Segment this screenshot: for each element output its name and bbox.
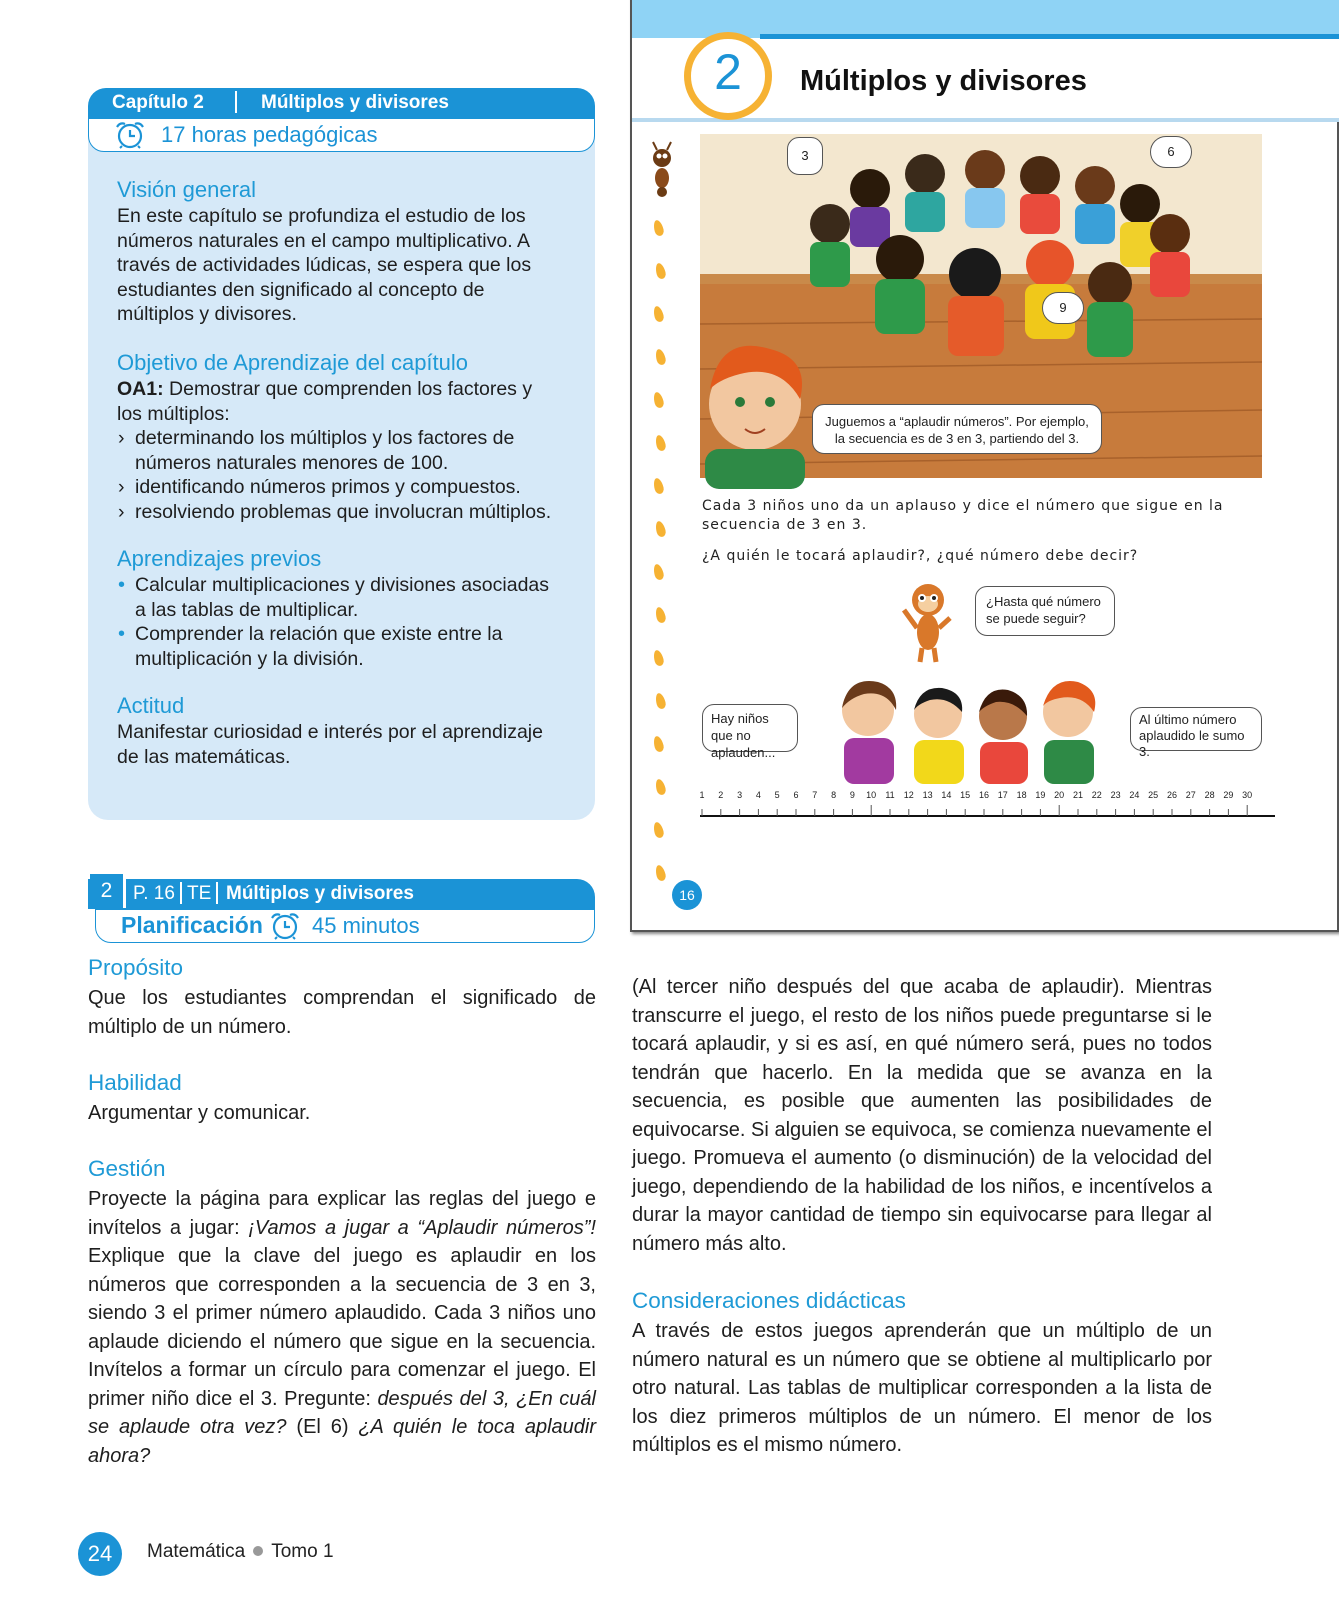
number-line-label: 3 [737, 790, 743, 800]
header-divider [216, 882, 218, 904]
leaf-icon [652, 563, 665, 581]
previos-list [117, 573, 557, 671]
list-item: › determinando los múltiplos y los factores de números naturales menores de 100. [118, 427, 515, 474]
leaf-icon [652, 305, 665, 323]
gestion-text-col1 [88, 1185, 596, 1467]
previos-title: Aprendizajes previos [117, 546, 322, 571]
number-line-label: 5 [774, 790, 780, 800]
objetivo-list [117, 426, 557, 524]
alarm-clock-icon [268, 912, 302, 940]
consideraciones-text [632, 1317, 1212, 1460]
hours-text: 17 horas pedagógicas [161, 122, 378, 147]
number-line-label: 25 [1148, 790, 1159, 800]
objetivo-intro [117, 377, 557, 426]
textbook-page-number: 16 [672, 880, 702, 910]
number-line-label: 9 [849, 790, 855, 800]
footer-volume: Tomo 1 [271, 1541, 334, 1562]
habilidad-paragraph: Argumentar y comunicar. [88, 1102, 311, 1124]
page-number: 24 [78, 1532, 122, 1576]
leaf-icon [654, 348, 667, 366]
habilidad-text [88, 1099, 596, 1128]
alarm-clock-icon [113, 121, 147, 149]
consideraciones-title: Consideraciones didácticas [632, 1288, 906, 1313]
number-line-label: 13 [922, 790, 933, 800]
footer-subject: Matemática [147, 1541, 246, 1562]
chapter-title: Múltiplos y divisores [261, 92, 449, 113]
consideraciones-paragraph: A través de estos juegos aprenderán que un múltiplo de un número natural es un número que se obtiene al multiplicarlo por otro natural. Las tablas de multiplicar corresponden a la lista de los diez primeros múltiplos de un número. El menor de los múltiplos es el mismo número. [632, 1320, 1212, 1456]
leaf-icon [652, 821, 665, 839]
planificacion-title: Múltiplos y divisores [226, 883, 414, 904]
number-line-label: 16 [978, 790, 989, 800]
gestion-text-col2 [632, 973, 1212, 1258]
leaf-icon [652, 477, 665, 495]
number-line-label: 29 [1223, 790, 1234, 800]
lesson-number: 2 [90, 874, 126, 908]
number-line-label: 27 [1185, 790, 1196, 800]
number-line-label: 1 [699, 790, 705, 800]
speech-bubble-rule: Juguemos a “aplaudir números”. Por ejemplo, la secuencia es de 3 en 3, partiendo del 3. [812, 404, 1102, 454]
vision-paragraph: En este capítulo se profundiza el estudio de los números naturales en el campo multiplicativo. A través de actividades lúdicas, se espera que los estudiantes den significado al concepto de múltiplos y divisores. [117, 205, 532, 325]
planificacion-time: 45 minutos [312, 913, 420, 938]
number-line-label: 10 [866, 790, 877, 800]
planificacion-header [88, 879, 595, 909]
leaf-icon [654, 692, 667, 710]
header-divider [180, 882, 182, 904]
chapter-header [88, 88, 595, 118]
classroom-illustration [700, 134, 1262, 478]
list-item: • Calcular multiplicaciones y divisiones asociadas a las tablas de multiplicar. [118, 574, 550, 621]
speech-bubble-nine: 9 [1042, 292, 1084, 324]
number-line-label: 4 [755, 790, 761, 800]
speech-bubble-three: 3 [787, 137, 823, 175]
leaf-icon [652, 735, 665, 753]
speech-bubble-six: 6 [1150, 136, 1192, 168]
speech-bubble-last: Al último número aplaudido le sumo 3. [1130, 707, 1262, 751]
number-line-label: 24 [1129, 790, 1140, 800]
vision-title: Visión general [117, 177, 257, 202]
number-line-label: 22 [1091, 790, 1102, 800]
number-line-label: 7 [812, 790, 818, 800]
textbook-instruction: Cada 3 niños uno da un aplauso y dice el número que sigue en la secuencia de 3 en 3. [702, 498, 1224, 533]
objetivo-text [117, 377, 557, 524]
list-item: › resolviendo problemas que involucran múltiplos. [118, 500, 552, 523]
actitud-title: Actitud [117, 693, 185, 718]
habilidad-title: Habilidad [88, 1070, 182, 1095]
children-row-image [838, 668, 1128, 784]
monkey-icon [900, 580, 956, 664]
chapter-number: 2 [714, 44, 742, 100]
list-item: • Comprender la relación que existe entre la multiplicación y la división. [118, 623, 503, 670]
hours-row [88, 118, 595, 152]
chapter-label: Capítulo 2 [112, 92, 204, 113]
proposito-paragraph: Que los estudiantes comprendan el significado de múltiplo de un número. [88, 987, 596, 1038]
planificacion-label: Planificación [121, 912, 263, 938]
leaf-icon [654, 520, 667, 538]
number-line-labels [700, 790, 1280, 802]
leaf-icon [652, 391, 665, 409]
leaf-icon [654, 864, 667, 882]
leaf-icon [654, 434, 667, 452]
number-line-label: 15 [960, 790, 971, 800]
number-line-label: 12 [903, 790, 914, 800]
te-label: TE [187, 883, 212, 904]
number-line-label: 8 [831, 790, 837, 800]
number-line-label: 23 [1110, 790, 1121, 800]
objetivo-title: Objetivo de Aprendizaje del capítulo [117, 350, 469, 375]
leaf-icon [652, 649, 665, 667]
oa-intro: Demostrar que comprenden los factores y los múltiplos: [117, 378, 533, 425]
number-line-axis [700, 802, 1280, 820]
number-line-label: 30 [1242, 790, 1253, 800]
number-line-label: 11 [885, 790, 895, 800]
speech-bubble-not-clap: Hay niños que no aplauden... [702, 704, 798, 752]
number-line-label: 21 [1072, 790, 1083, 800]
number-line [700, 790, 1280, 820]
number-line-label: 6 [793, 790, 799, 800]
number-line-label: 2 [718, 790, 724, 800]
header-divider [235, 91, 237, 113]
gestion-title: Gestión [88, 1156, 166, 1181]
footer-text [147, 1541, 334, 1563]
speech-bubble-until: ¿Hasta qué número se puede seguir? [975, 586, 1115, 636]
oa-code: OA1: [117, 378, 164, 400]
number-line-label: 26 [1166, 790, 1177, 800]
footer-dot [253, 1546, 263, 1556]
list-item: › identificando números primos y compuestos. [118, 476, 521, 498]
number-line-label: 18 [1016, 790, 1027, 800]
leaf-icon [654, 778, 667, 796]
leaf-border [652, 140, 676, 900]
gestion-paragraph: Proyecte la página para explicar las reglas del juego e invítelos a jugar: ¡Vamos a jugar a “Aplaudir números”! Explique que la clave del juego es aplaudir en los números que corresponden a la secuencia de 3 en 3, siendo 3 el primer número aplaudido. Cada 3 niños uno aplaude diciendo el número que sigue en la secuencia. Invítelos a formar un círculo para comenzar el juego. El primer niño dice el 3. Pregunte: después del 3, ¿En cuál se aplaude otra vez? (El 6) ¿A quién le toca aplaudir ahora? [88, 1188, 596, 1467]
proposito-title: Propósito [88, 955, 184, 980]
leaf-icon [654, 606, 667, 624]
textbook-header-line [760, 34, 1339, 39]
number-line-label: 19 [1035, 790, 1046, 800]
leaf-icon [654, 262, 667, 280]
ant-icon [648, 140, 676, 198]
planificacion-row [95, 909, 595, 943]
previos-text [117, 573, 557, 671]
leaf-icon [652, 219, 665, 237]
textbook-question: ¿A quién le tocará aplaudir?, ¿qué número debe decir? [702, 548, 1139, 564]
page-reference: P. 16 [133, 883, 175, 904]
number-line-label: 14 [941, 790, 952, 800]
number-line-label: 20 [1054, 790, 1065, 800]
actitud-paragraph: Manifestar curiosidad e interés por el aprendizaje de las matemáticas. [117, 721, 543, 768]
actitud-text [117, 720, 557, 769]
textbook-title: Múltiplos y divisores [800, 65, 1087, 97]
number-line-label: 17 [997, 790, 1008, 800]
proposito-text [88, 984, 596, 1041]
vision-text [117, 204, 557, 327]
chapter-number-badge [684, 32, 772, 120]
gestion-continuation: (Al tercer niño después del que acaba de aplaudir). Mientras transcurre el juego, el resto de los niños puede preguntarse si le tocará aplaudir, y si es así, en qué número será, pues no todos tendrán que hacerlo. En la medida que se avanza en la secuencia, es posible que aumenten las posibilidades de equivocarse. Si alguien se equivoca, se comienza nuevamente el juego. Promueva el aumento (o disminución) de la velocidad del juego, dependiendo de la habilidad de los niños, e incentívelos a durar la mayor cantidad de tiempo sin equivocarse para llegar al número más alto. [632, 976, 1212, 1255]
number-line-label: 28 [1204, 790, 1215, 800]
